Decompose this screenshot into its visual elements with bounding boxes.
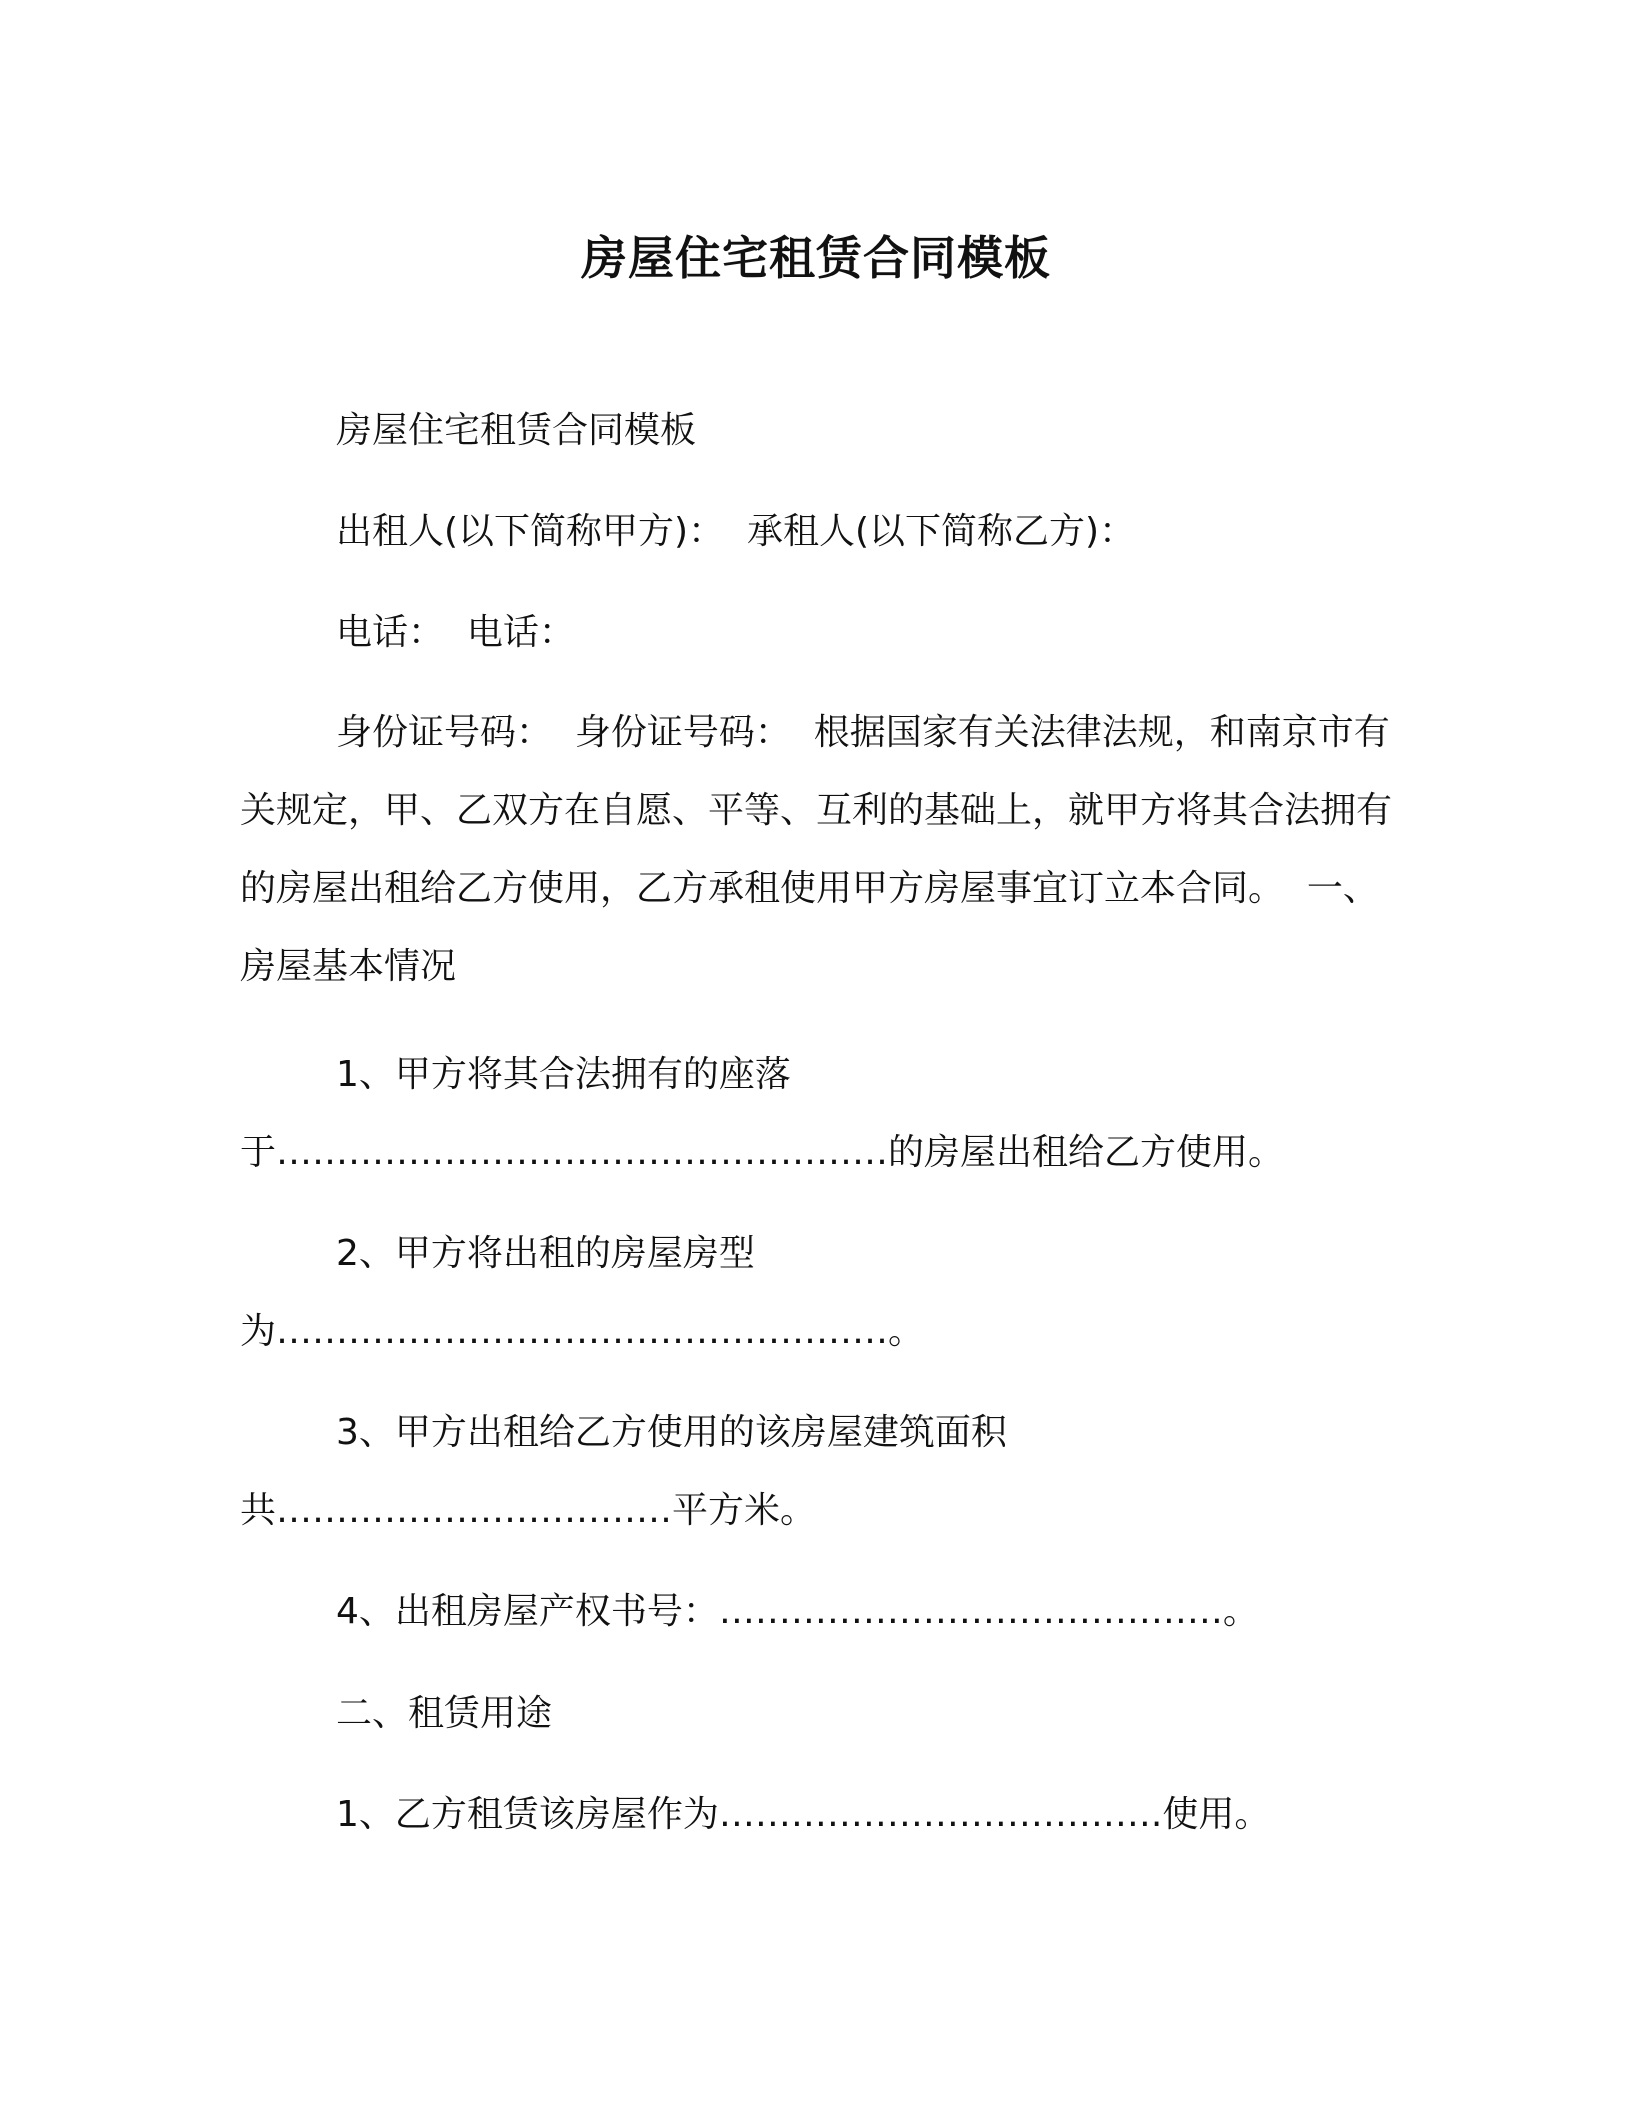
clause-2-1: 1、乙方租赁该房屋作为……………………………….使用。 xyxy=(336,1794,1271,1835)
clause-1-2: 2、甲方将出租的房屋房型为……………………………………………。 xyxy=(240,1233,924,1352)
clause-1-1: 1、甲方将其合法拥有的座落于……………………………………………的房屋出租给乙方使用。 xyxy=(240,1054,1285,1173)
paragraph-preamble: 身份证号码： 身份证号码： 根据国家有关法律法规，和南京市有关规定，甲、乙双方在自愿、平等、互利的基础上，就甲方将其合法拥有的房屋出租给乙方使用，乙方承租使用甲方房屋事宜订立本合同。 一、房屋基本情况 xyxy=(240,712,1393,987)
document-title: 房屋住宅租赁合同模板 xyxy=(581,231,1051,285)
section-heading-2: 二、租赁用途 xyxy=(336,1693,553,1734)
clause-1-3: 3、甲方出租给乙方使用的该房屋建筑面积共……………………………平方米。 xyxy=(240,1412,1007,1531)
paragraph-subtitle: 房屋住宅租赁合同模板 xyxy=(336,410,697,451)
clause-1-4: 4、出租房屋产权书号：……………………………………。 xyxy=(336,1591,1259,1632)
paragraph-parties: 出租人(以下简称甲方)： 承租人(以下简称乙方)： xyxy=(336,511,1136,552)
paragraph-phone: 电话： 电话： xyxy=(336,612,575,653)
